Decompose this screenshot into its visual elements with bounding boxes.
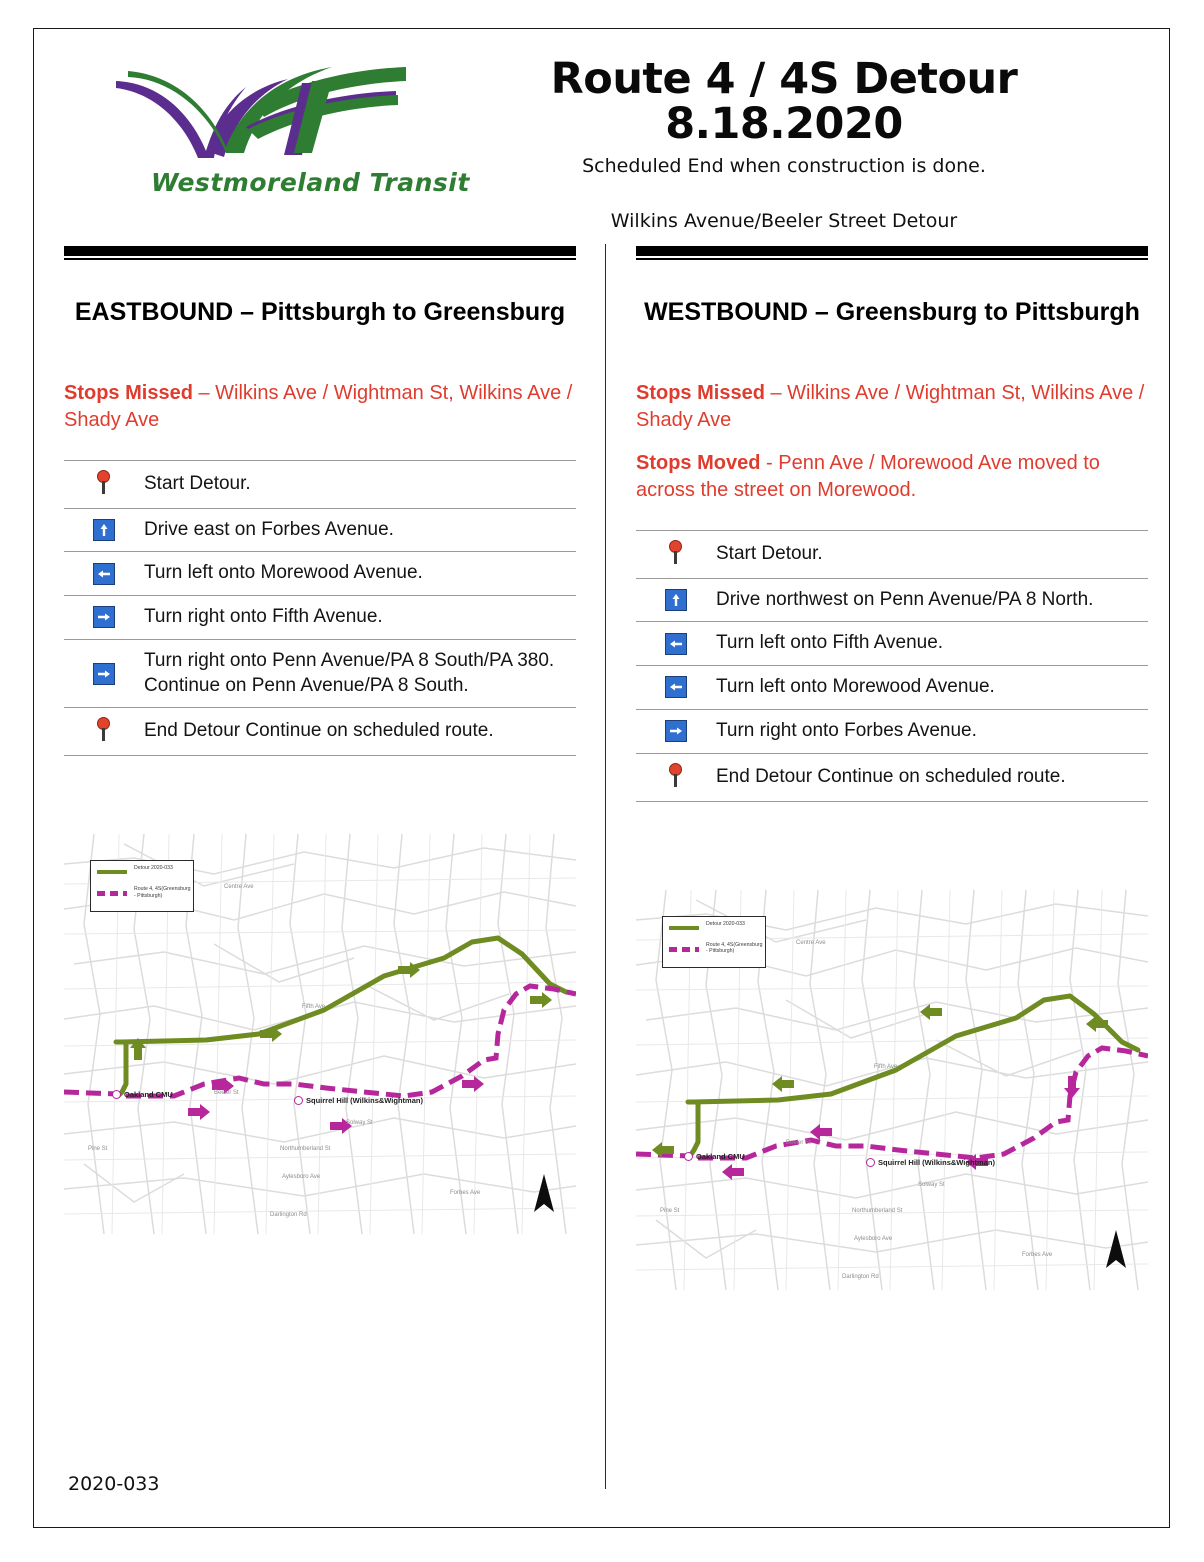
document-footer: 2020-033 [68,1473,160,1495]
column-westbound [636,219,1148,1300]
document-header [34,29,1169,233]
step-icon-cell [64,552,144,596]
map-pin-icon [96,717,112,741]
column-eastbound [64,219,576,1244]
legend-item-route [669,942,765,964]
stops-missed-text: Wilkins Ave / Wightman St, Wilkins Ave / Shady Ave [64,381,573,431]
map-pin-icon [668,540,684,564]
map-street-label: Aylesboro Ave [854,1235,893,1242]
map-pin-icon [668,763,684,787]
legend-label: Route 4, 4S(Greensburg - Pittsburgh) [134,886,191,899]
stops-missed-label: Stops Missed [64,381,193,404]
table-row [64,639,576,707]
header-text-block [434,54,1134,233]
map-stop-label-oakland: Oakland CMU [124,1090,173,1100]
map-street-label: Forbes Ave [450,1190,481,1197]
stops-missed-separator: – [764,381,788,404]
table-row [64,460,576,508]
document-page [33,28,1170,1528]
stop-marker-oakland-icon [684,1152,693,1161]
map-street-label: Beeler St [214,1090,239,1097]
step-icon-cell [636,622,716,666]
stops-moved-separator: - [760,451,779,474]
columns-container [34,219,1169,1469]
map-street-label: Centre Ave [796,939,826,946]
step-icon-cell [64,508,144,552]
westmoreland-transit-logo [106,53,470,213]
step-text: Turn right onto Fifth Avenue. [144,606,383,628]
page-subnote: Wilkins Avenue/Beeler Street Detour [610,210,958,233]
step-text: Turn right onto Penn Avenue/PA 8 South/PA 380. Continue on Penn Avenue/PA 8 South. [144,649,555,696]
legend-item-detour [669,921,765,943]
step-text: Turn right onto Forbes Avenue. [716,719,977,741]
map-street-label: Aylesboro Ave [282,1174,321,1181]
table-row [636,622,1148,666]
map-street-label: Fifth Ave [302,1004,326,1011]
step-icon-cell [636,578,716,622]
map-stop-label-oakland: Oakland CMU [696,1151,745,1161]
arrow-left-icon [93,563,115,585]
column-divider [605,244,606,1489]
map-street-label: Solway St [918,1181,945,1188]
legend-label: Route 4, 4S(Greensburg - Pittsburgh) [706,941,763,954]
step-text: Turn left onto Fifth Avenue. [716,632,944,654]
table-row [636,753,1148,801]
step-text: Drive east on Forbes Avenue. [144,518,394,540]
legend-label: Detour 2020-033 [706,920,745,927]
legend-swatch-dashed-icon [669,947,699,952]
legend-swatch-solid-icon [97,870,127,874]
table-row [64,552,576,596]
map-street-label: Beeler St [786,1139,811,1146]
stops-missed-label: Stops Missed [636,381,765,404]
step-icon-cell [636,709,716,753]
column-heading-eastbound: EASTBOUND – Pittsburgh to Greensburg [74,298,566,326]
stops-moved-text: Penn Ave / Morewood Ave moved to across the street on Morewood. [636,451,1100,501]
map-pin-icon [96,470,112,494]
arrow-right-icon [93,606,115,628]
legend-item-detour [97,865,193,887]
arrow-up-icon [93,519,115,541]
map-street-label: Northumberland St [280,1146,331,1153]
directions-table-westbound [636,530,1148,802]
legend-label: Detour 2020-033 [134,865,173,872]
step-icon-cell [636,753,716,801]
step-icon-cell [636,666,716,710]
map-street-label: Centre Ave [224,884,254,891]
directions-table-eastbound [64,460,576,756]
section-rule-thick [636,246,1148,256]
section-rule-thin [64,258,576,260]
detour-map-eastbound[interactable] [64,834,576,1244]
detour-map-westbound[interactable] [636,890,1148,1300]
legend-swatch-solid-icon [669,926,699,930]
step-icon-cell [64,596,144,640]
wt-monogram-logo [106,53,436,173]
table-row [636,530,1148,578]
table-row [64,708,576,756]
step-text: End Detour Continue on scheduled route. [144,720,494,742]
map-street-label: Solway St [346,1120,373,1127]
stops-notes-eastbound [64,380,576,434]
map-stop-label-squirrel-hill: Squirrel Hill (Wilkins&Wightman) [306,1096,423,1106]
step-text: Turn left onto Morewood Avenue. [716,676,995,698]
step-icon-cell [64,639,144,707]
stops-missed-text: Wilkins Ave / Wightman St, Wilkins Ave / Shady Ave [636,381,1145,431]
map-street-label: Pine St [88,1146,108,1153]
step-icon-cell [64,460,144,508]
map-street-label: Pine St [660,1207,680,1214]
stops-moved-label: Stops Moved [636,451,761,474]
step-icon-cell [64,708,144,756]
step-text: Drive northwest on Penn Avenue/PA 8 North. [716,588,1094,610]
step-text: Turn left onto Morewood Avenue. [144,562,423,584]
stops-moved-note [636,450,1148,504]
table-row [64,508,576,552]
stops-missed-note [64,380,576,434]
table-row [636,709,1148,753]
stop-marker-squirrel-hill-icon [866,1158,875,1167]
legend-swatch-dashed-icon [97,891,127,896]
map-legend [90,860,194,912]
section-rule-thick [64,246,576,256]
step-text: Start Detour. [716,542,823,564]
map-street-label: Darlington Rd [842,1273,879,1280]
page-subtitle: Scheduled End when construction is done. [582,155,986,178]
map-legend [662,916,766,968]
step-icon-cell [636,530,716,578]
column-heading-westbound: WESTBOUND – Greensburg to Pittsburgh [644,298,1140,326]
map-street-label: Fifth Ave [874,1063,898,1070]
stops-missed-note [636,380,1148,434]
stops-notes-westbound [636,380,1148,504]
table-row [636,578,1148,622]
map-street-label: Darlington Rd [270,1212,307,1219]
logo-wordmark: Westmoreland Transit [151,168,470,197]
arrow-up-icon [665,589,687,611]
step-text: Start Detour. [144,472,251,494]
section-rule-thin [636,258,1148,260]
arrow-left-icon [665,633,687,655]
arrow-right-icon [93,663,115,685]
arrow-right-icon [665,720,687,742]
map-stop-label-squirrel-hill: Squirrel Hill (Wilkins&Wightman) [878,1157,995,1167]
arrow-left-icon [665,676,687,698]
table-row [64,596,576,640]
map-street-label: Forbes Ave [1022,1251,1053,1258]
page-title: Route 4 / 4S Detour 8.18.2020 [550,54,1018,150]
step-text: End Detour Continue on scheduled route. [716,765,1066,787]
legend-item-route [97,886,193,908]
stops-missed-separator: – [192,381,216,404]
map-street-label: Northumberland St [852,1207,903,1214]
table-row [636,666,1148,710]
